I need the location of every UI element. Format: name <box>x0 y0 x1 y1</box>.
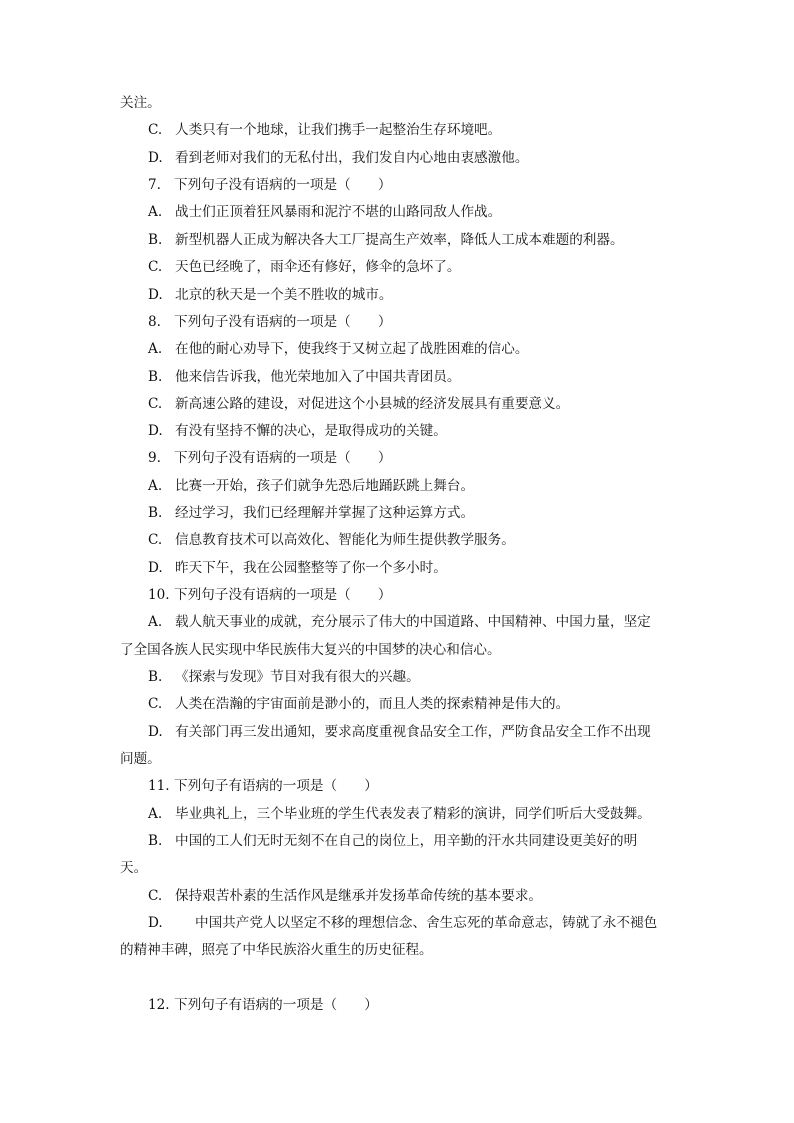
option-8d <box>148 418 447 445</box>
question-stem: 下列句子有语病的一项是（ ） <box>174 778 378 794</box>
question-number: 8. <box>148 314 161 330</box>
option-label: D. <box>148 724 163 740</box>
option-10b <box>148 664 420 691</box>
question-10 <box>148 582 392 609</box>
option-8b <box>148 364 460 391</box>
question-8 <box>148 309 392 336</box>
option-text: 有没有坚持不懈的决心，是取得成功的关键。 <box>175 423 447 439</box>
question-12 <box>148 992 378 1019</box>
option-label: A. <box>148 614 163 630</box>
option-9c <box>148 527 515 554</box>
question-number: 10. <box>148 587 170 603</box>
option-text: 中国共产党人以坚定不移的理想信念、舍生忘死的革命意志，铸就了永不褪色 <box>195 915 658 931</box>
option-text: 天。 <box>120 860 148 876</box>
question-7 <box>148 172 392 199</box>
option-text: 人类只有一个地球，让我们携手一起整治生存环境吧。 <box>175 122 502 138</box>
option-11d <box>148 910 657 937</box>
option-text: 经过学习，我们已经理解并掌握了这种运算方式。 <box>175 505 475 521</box>
text-fragment: 关注。 <box>120 95 161 111</box>
option-8a <box>148 336 528 363</box>
option-label: B. <box>148 833 163 849</box>
option-text: 在他的耐心劝导下，使我终于又树立起了战胜困难的信心。 <box>175 341 529 357</box>
question-stem: 下列句子没有语病的一项是（ ） <box>174 177 392 193</box>
option-9a <box>148 473 474 500</box>
option-label: B. <box>148 232 163 248</box>
option-7d <box>148 282 393 309</box>
option-10a-cont <box>120 637 501 664</box>
option-label: D. <box>148 560 163 576</box>
option-10a <box>148 609 651 636</box>
option-9d <box>148 555 447 582</box>
option-text: 人类在浩瀚的宇宙面前是渺小的，而且人类的探索精神是伟大的。 <box>175 696 570 712</box>
option-text: 新高速公路的建设，对促进这个小县城的经济发展具有重要意义。 <box>175 396 570 412</box>
option-label: B. <box>148 369 163 385</box>
question-stem: 下列句子没有语病的一项是（ ） <box>174 314 392 330</box>
question-9 <box>148 445 392 472</box>
option-label: C. <box>148 396 163 412</box>
option-label: A. <box>148 204 163 220</box>
option-label: D. <box>148 423 163 439</box>
option-label: C. <box>148 888 163 904</box>
option-label: C. <box>148 696 163 712</box>
option-text: 战士们正顶着狂风暴雨和泥泞不堪的山路同敌人作战。 <box>175 204 502 220</box>
option-11b-cont <box>120 855 147 882</box>
option-label: A. <box>148 806 163 822</box>
option-text: 北京的秋天是一个美不胜收的城市。 <box>175 287 393 303</box>
option-11a <box>148 801 651 828</box>
option-9b <box>148 500 474 527</box>
question-11 <box>148 773 378 800</box>
option-text: 有关部门再三发出通知，要求高度重视食品安全工作，严防食品安全工作不出现 <box>175 724 651 740</box>
option-text: 了全国各族人民实现中华民族伟大复兴的中国梦的决心和信心。 <box>120 642 501 658</box>
question-number: 11. <box>148 778 170 794</box>
option-text: 问题。 <box>120 751 161 767</box>
option-label: C. <box>148 122 163 138</box>
option-text: 中国的工人们无时无刻不在自己的岗位上，用辛勤的汗水共同建设更美好的明 <box>175 833 638 849</box>
option-8c <box>148 391 569 418</box>
option-text: 的精神丰碑，照亮了中华民族浴火重生的历史征程。 <box>120 942 433 958</box>
question-stem: 下列句子没有语病的一项是（ ） <box>174 587 392 603</box>
option-label: D. <box>148 915 163 931</box>
option-text: 《探索与发现》节目对我有很大的兴趣。 <box>175 669 420 685</box>
option-10d <box>148 719 651 746</box>
option-7b <box>148 227 624 254</box>
option-label: A. <box>148 341 163 357</box>
option-text: 信息教育技术可以高效化、智能化为师生提供教学服务。 <box>175 532 515 548</box>
option-11b <box>148 828 637 855</box>
option-10d-cont <box>120 746 161 773</box>
option-label: C. <box>148 532 163 548</box>
question-stem: 下列句子没有语病的一项是（ ） <box>174 450 392 466</box>
question-stem: 下列句子有语病的一项是（ ） <box>174 997 378 1013</box>
option-text: 他来信告诉我，他光荣地加入了中国共青团员。 <box>175 369 461 385</box>
question-number: 9. <box>148 450 161 466</box>
option-6d <box>148 145 528 172</box>
option-label: B. <box>148 505 163 521</box>
option-text: 看到老师对我们的无私付出，我们发自内心地由衷感激他。 <box>175 150 529 166</box>
option-label: D. <box>148 287 163 303</box>
option-text: 比赛一开始，孩子们就争先恐后地踊跃跳上舞台。 <box>175 478 475 494</box>
option-text: 天色已经晚了，雨伞还有修好，修伞的急坏了。 <box>175 259 461 275</box>
option-11d-cont <box>120 937 433 964</box>
text-line <box>120 90 161 117</box>
option-label: C. <box>148 259 163 275</box>
option-text: 毕业典礼上，三个毕业班的学生代表发表了精彩的演讲，同学们听后大受鼓舞。 <box>175 806 651 822</box>
option-label: D. <box>148 150 163 166</box>
option-6c <box>148 117 501 144</box>
option-text: 昨天下午，我在公园整整等了你一个多小时。 <box>175 560 447 576</box>
question-number: 7. <box>148 177 161 193</box>
option-text: 载人航天事业的成就，充分展示了伟大的中国道路、中国精神、中国力量，坚定 <box>175 614 651 630</box>
option-11c <box>148 883 542 910</box>
option-7a <box>148 199 501 226</box>
option-7c <box>148 254 460 281</box>
option-text: 新型机器人正成为解决各大工厂提高生产效率，降低人工成本难题的利器。 <box>175 232 624 248</box>
option-label: A. <box>148 478 163 494</box>
option-text: 保持艰苦朴素的生活作风是继承并发扬革命传统的基本要求。 <box>175 888 543 904</box>
option-label: B. <box>148 669 163 685</box>
question-number: 12. <box>148 997 170 1013</box>
option-10c <box>148 691 569 718</box>
